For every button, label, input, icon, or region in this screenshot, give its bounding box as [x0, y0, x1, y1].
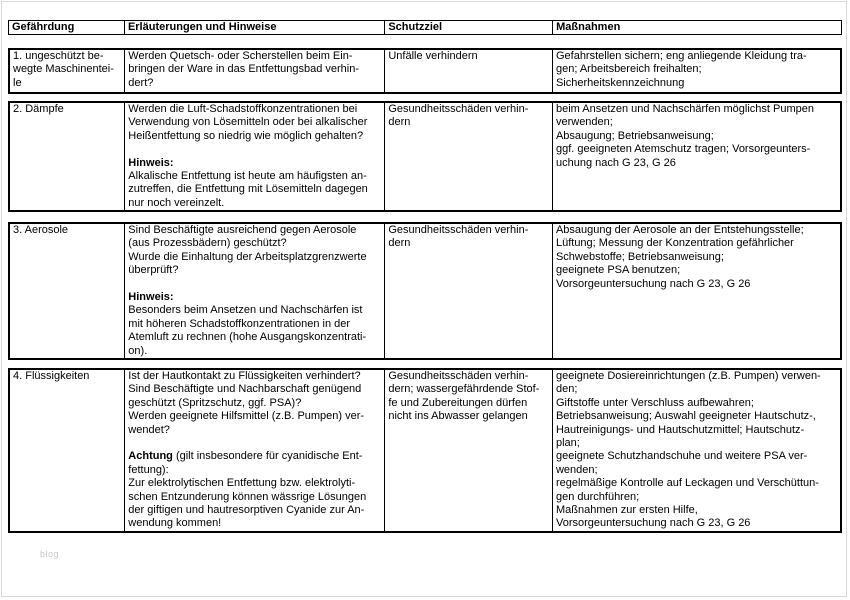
erlaeuterungen-cell [125, 102, 385, 211]
text-line: bringen der Ware in das Entfettungsbad verhin- [128, 63, 360, 76]
text-line: ggf. geeigneten Atemschutz tragen; Vorsorgeunters- [555, 143, 811, 156]
watermark: blog [40, 549, 60, 559]
text-line: Gesundheitsschäden verhin- [388, 103, 529, 115]
text-line: dern [388, 237, 411, 250]
header-erlaeuterungen: Erläuterungen und Hinweise [124, 21, 384, 35]
text-line: Zur elektrolytischen Entfettung bzw. elektrolyti- [128, 477, 356, 490]
header-table [8, 20, 842, 35]
text-line: verwenden; [555, 116, 613, 129]
gefaehrdung-cell [9, 102, 125, 211]
text-line: dern; wassergefährdende Stof- [388, 383, 540, 396]
text-line: geeignete Dosiereinrichtungen (z.B. Pumpen) verwen- [555, 370, 821, 382]
text-line: 3. Aerosole [13, 224, 69, 236]
header-massnahmen: Maßnahmen [553, 21, 842, 35]
text-line: Heißentfettung so niedrig wie möglich gehalten? [128, 129, 364, 142]
hinweis-label: Hinweis: [128, 156, 174, 169]
text-line: Absaugung; Betriebsanweisung; [555, 129, 714, 142]
section-4-table [8, 368, 842, 533]
text-line: Hautreinigungs- und Hautschutzmittel; Hautschutz- [555, 423, 805, 436]
text-line: gen; Arbeitsbereich freihalten; [555, 63, 702, 76]
table-row [9, 223, 841, 359]
achtung-rest: (gilt insbesondere für cyanidische Ent- [172, 450, 363, 463]
text-line: Gesundheitsschäden verhin- [388, 224, 529, 236]
erlaeuterungen-cell [125, 223, 385, 359]
table-row [9, 102, 841, 211]
text-line: Werden geeignete Hilfsmittel (z.B. Pumpen) ver- [128, 410, 365, 423]
text-line: mit höheren Schadstoffkonzentrationen in der [128, 317, 351, 330]
text-line: schen Entzunderung können wässrige Lösungen [128, 490, 367, 503]
text-line: Werden Quetsch- oder Scherstellen beim Ein- [128, 50, 353, 62]
text-line: Unfälle verhindern [388, 50, 478, 62]
text-line: uchung nach G 23, G 26 [555, 156, 676, 169]
text-line: Absaugung der Aerosole an der Entstehungsstelle; [555, 224, 804, 236]
text-line: Giftstoffe unter Verschluss aufbewahren; [555, 396, 754, 409]
gefaehrdung-cell [9, 369, 125, 532]
text-line: Alkalische Entfettung ist heute am häufigsten an- [128, 170, 367, 183]
text-line: regelmäßige Kontrolle auf Leckagen und Verschüttun- [555, 477, 819, 490]
text-line: wendung kommen! [128, 517, 222, 530]
text-line: Gesundheitsschäden verhin- [388, 370, 529, 382]
text-line: überprüft? [128, 264, 179, 277]
text-line: 2. Dämpfe [13, 103, 64, 115]
text-line: Betriebsanweisung; Auswahl geeigneter Hautschutz-, [555, 410, 816, 423]
table-row [9, 49, 841, 93]
text-line: 1. ungeschützt be- [13, 50, 104, 62]
text-line: Sicherheitskennzeichnung [555, 76, 685, 89]
erlaeuterungen-cell [125, 369, 385, 532]
text-line: Maßnahmen zur ersten Hilfe, [555, 504, 698, 517]
text-line: den; [555, 383, 578, 396]
text-line: Atemluft zu rechnen (hohe Ausgangskonzentrati- [128, 331, 367, 344]
massnahmen-cell [552, 49, 841, 93]
text-line: nur noch vereinzelt. [128, 196, 225, 209]
text-line: fe und Zubereitungen dürfen [388, 396, 528, 409]
section-1-table [8, 48, 842, 94]
massnahmen-cell [552, 223, 841, 359]
section-2-table [8, 101, 842, 212]
erlaeuterungen-cell [125, 49, 385, 93]
header-schutzziel: Schutzziel [385, 21, 553, 35]
section-3-table [8, 222, 842, 360]
text-line: Gefahrstellen sichern; eng anliegende Kleidung tra- [555, 50, 807, 62]
massnahmen-cell [552, 369, 841, 532]
text-line: geeignete PSA benutzen; [555, 264, 681, 277]
text-line: wendet? [128, 423, 170, 436]
massnahmen-cell [552, 102, 841, 211]
text-line: nicht ins Abwasser gelangen [388, 410, 528, 423]
text-line: Besonders beim Ansetzen und Nachschärfen ist [128, 304, 363, 317]
text-line: Werden die Luft-Schadstoffkonzentrationen bei [128, 103, 358, 115]
text-line: geschützt (Spritzschutz, ggf. PSA)? [128, 396, 302, 409]
text-line: gen durchführen; [555, 490, 640, 503]
text-line: (aus Prozessbädern) geschützt? [128, 237, 287, 250]
text-line: dert? [128, 76, 154, 89]
text-line: beim Ansetzen und Nachschärfen möglichst Pumpen [555, 103, 815, 115]
schutzziel-cell [385, 49, 553, 93]
text-line: Vorsorgeuntersuchung nach G 23, G 26 [555, 517, 751, 530]
text-line: geeignete Schutzhandschuhe und weitere PSA ver- [555, 450, 808, 463]
text-line: wegte Maschinentei- [13, 63, 114, 76]
header-row [9, 21, 842, 35]
text-line: der giftigen und hautresorptiven Cyanide zur An- [128, 504, 365, 517]
text-line: Lüftung; Messung der Konzentration gefährlicher [555, 237, 794, 250]
gefaehrdung-cell [9, 49, 125, 93]
schutzziel-cell [385, 223, 553, 359]
text-line: Wurde die Einhaltung der Arbeitsplatzgrenzwerte [128, 250, 367, 263]
text-line: Sind Beschäftigte ausreichend gegen Aerosole [128, 224, 357, 236]
achtung-label: Achtung [128, 450, 173, 463]
text-line: fettung): [128, 463, 169, 476]
text-line: le [13, 76, 22, 89]
achtung-line [128, 450, 382, 463]
text-line: on). [128, 344, 148, 357]
text-line: wenden; [555, 463, 598, 476]
text-line: dern [388, 116, 411, 129]
table-row [9, 369, 841, 532]
schutzziel-cell [385, 369, 553, 532]
text-line: Ist der Hautkontakt zu Flüssigkeiten verhindert? [128, 370, 361, 382]
text-line: Verwendung von Lösemitteln oder bei alkalischer [128, 116, 368, 129]
hinweis-label: Hinweis: [128, 291, 174, 304]
text-line: Sind Beschäftigte und Nachbarschaft genügend [128, 383, 362, 396]
schutzziel-cell [385, 102, 553, 211]
text-line: Schwebstoffe; Betriebsanweisung; [555, 250, 724, 263]
text-line: plan; [555, 437, 580, 450]
text-line: 4. Flüssigkeiten [13, 370, 90, 382]
text-line: Vorsorgeuntersuchung nach G 23, G 26 [555, 277, 751, 290]
gefaehrdung-cell [9, 223, 125, 359]
header-gefaehrdung: Gefährdung [9, 21, 125, 35]
text-line: zutreffen, die Entfettung mit Lösemitteln dagegen [128, 183, 368, 196]
